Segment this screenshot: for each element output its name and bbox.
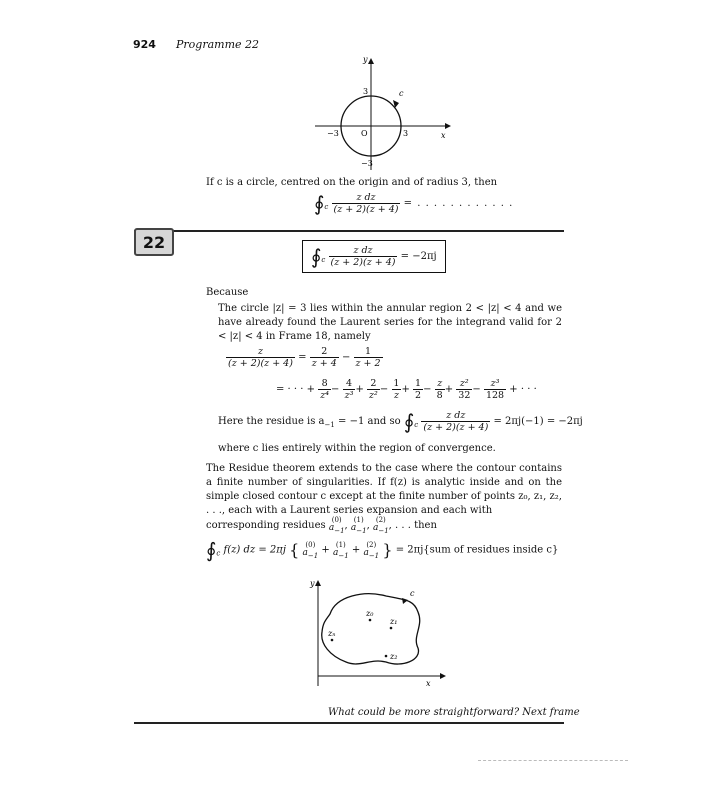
question-integral: $∮_c$ $\frac{\text{z dz}}{(z + 2)(z + 4)}$ = . . . . . . . . . . . . xyxy=(314,191,514,216)
residue-theorem-formula: $∮_c$ f(z) dz = 2πj { (0) $a_{-1}$ + (1) $a_{-1}$ + (2) $a_{-1}$ } = 2πj{sum of residues inside c} xyxy=(206,538,559,562)
point-z2 xyxy=(385,655,388,658)
because-label: Because xyxy=(206,287,249,298)
origin-label: O xyxy=(361,129,368,138)
tick-right: 3 xyxy=(403,129,409,138)
tick-top: 3 xyxy=(363,87,369,96)
y-axis-arrow xyxy=(368,58,374,64)
series-line-1: $\frac{z}{(z + 2)(z + 4)}$ = $\frac{2}{z + 4}$ − $\frac{1}{z + 2}$ xyxy=(228,346,381,369)
point-z1 xyxy=(390,627,393,630)
convergence-note: where c lies entirely within the region of convergence. xyxy=(218,443,496,454)
next-frame-prompt: What could be more straightforward? Next frame xyxy=(328,707,580,718)
point-zn xyxy=(331,639,334,642)
contour-label: c xyxy=(410,589,415,598)
label-zn: zₙ xyxy=(328,629,336,638)
laurent-paragraph: The circle |z| = 3 lies within the annular region 2 < |z| < 4 and we have already found the Laurent series for the integrand valid for 2 < |z| < 4 in Frame 18, namely xyxy=(218,303,562,342)
answer-box: $∮_c$ $\frac{\text{z dz}}{(z + 2)(z + 4)}$ = −2πj xyxy=(302,240,446,273)
x-axis-label: x xyxy=(426,679,431,688)
residue-line: Here the residue is $a_{-1} = -1$ and so $∮_c$ $\frac{\text{z dz}}{(z + 2)(z + 4)}$ = 2πj(−1) = −2πj xyxy=(218,409,583,434)
frame-divider xyxy=(134,230,564,232)
y-axis-arrow xyxy=(315,580,321,586)
point-z0 xyxy=(369,619,372,622)
label-z2: z₂ xyxy=(390,652,398,661)
question-intro: If c is a circle, centred on the origin and of radius 3, then xyxy=(206,177,498,188)
footer-divider xyxy=(134,722,564,724)
contour-figure xyxy=(290,576,450,690)
circle-figure xyxy=(305,52,455,174)
corresponding-residues: corresponding residues (0) $a_{-1}$ , (1) $a_{-1}$ , (2) $a_{-1}$ , . . . then xyxy=(206,516,437,535)
contour-label: c xyxy=(399,89,404,98)
programme-title: Programme 22 xyxy=(176,38,260,51)
label-z0: z₀ xyxy=(366,609,374,618)
x-axis-arrow xyxy=(440,673,446,679)
y-axis-label: y xyxy=(363,55,368,64)
frame-number-badge: 22 xyxy=(134,228,174,256)
page-number: 924 xyxy=(133,38,156,51)
x-axis-arrow xyxy=(445,123,451,129)
residue-theorem-paragraph: The Residue theorem extends to the case where the contour contains a finite number of singularities. If f(z) is analytic inside and on the simple closed contour c except at the finite number of points z₀, z₁, z₂, . . ., each with a Laurent series expansion and each with xyxy=(206,463,562,516)
scan-artifact-line xyxy=(478,760,628,761)
series-line-2: = · · · + $\frac{8}{\text{z⁴}}$ − $\frac{4}{\text{z³}}$ + $\frac{2}{\text{z²}}$ − $\frac{1}{z}$ + $\frac{1}{2}$ − $\frac{z}{8}$ + $\frac{\text{z²}}{32}$ − $\frac{\text{z³}}{128}$ + · · · xyxy=(276,378,537,401)
x-axis-label: x xyxy=(441,131,446,140)
tick-bottom: −3 xyxy=(361,159,373,168)
label-z1: z₁ xyxy=(390,617,398,626)
y-axis-label: y xyxy=(310,579,315,588)
tick-left: −3 xyxy=(327,129,339,138)
irregular-contour xyxy=(322,594,420,664)
